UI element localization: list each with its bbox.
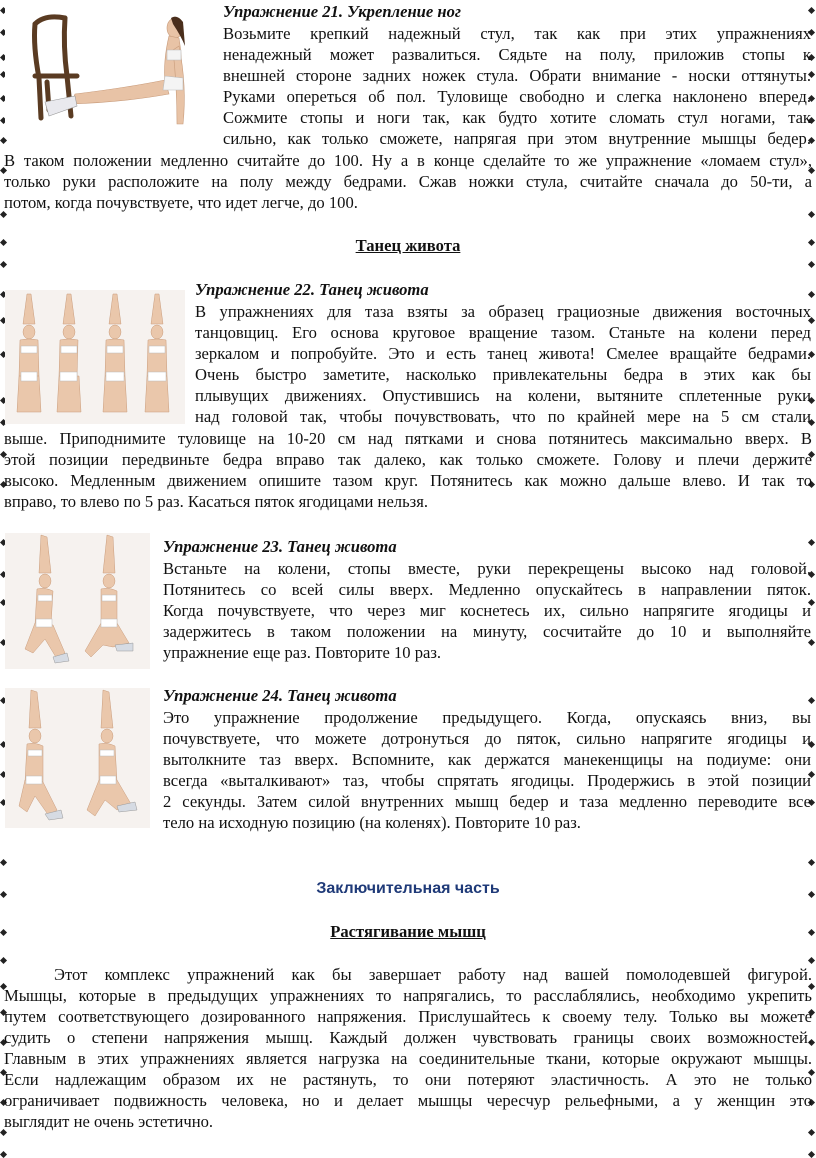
- exercise-21-photo: [5, 6, 195, 138]
- text-line: сильно, как только сможете, напрягая при этом внутренние мышцы бедер.: [223, 129, 811, 148]
- text-line: ненадежный может развалиться. Сядьте на полу, приложив стопы к: [223, 45, 811, 64]
- border-diamond-icon: [0, 137, 7, 144]
- text-line: танцовщиц. Его основа круговое вращение тазом. Станьте на колени перед: [195, 323, 811, 342]
- text-line: тело на исходную позицию (на коленях). Повторите 10 раз.: [163, 813, 581, 832]
- text-line: ограничивает подвижность человека, но и делает мышцы чересчур рельефными, а у женщин это: [4, 1091, 812, 1110]
- text-line: Встаньте на колени, стопы вместе, руки перекрещены высоко над головой.: [163, 559, 811, 578]
- text-line: Очень быстро заметите, насколько привлекательны бедра в этих как бы: [195, 365, 811, 384]
- exercise-23-title: Упражнение 23. Танец живота: [163, 537, 397, 556]
- text-line: Это упражнение продолжение предыдущего. Когда, опускаясь вниз, вы: [163, 708, 811, 727]
- border-diamond-icon: [808, 7, 815, 14]
- text-line: выглядит не очень эстетично.: [4, 1112, 214, 1131]
- border-diamond-icon: [0, 957, 7, 964]
- border-diamond-icon: [0, 1151, 7, 1158]
- border-diamond-icon: [808, 957, 815, 964]
- border-diamond-icon: [808, 697, 815, 704]
- text-line: только руки расположите на полу между бедрами. Сжав ножки стула, считайте сначала до 50-ти, а: [4, 172, 812, 191]
- text-line: Руками опереться об пол. Туловище свободно и слегка наклонено вперед.: [223, 87, 811, 106]
- border-diamond-icon: [0, 261, 7, 268]
- text-line: Если надлежащим образом их не растянуть, то они потеряют эластичность. А это не только: [4, 1070, 812, 1089]
- text-line: потом, когда почувствуете, что идет легче, до 100.: [4, 193, 358, 212]
- text-line: Мышцы, которые в предыдущих упражнениях то напрягались, то расслаблялись, необходимо укрепить: [4, 986, 812, 1005]
- exercise-22-title: Упражнение 22. Танец живота: [195, 280, 429, 299]
- text-line: этой позиции передвиньте бедра вправо так далеко, как только сможете. Голову и плечи держите: [4, 450, 812, 469]
- belly-dance-section-title: Танец живота: [355, 236, 461, 255]
- text-line: путем соответствующего дозированного напряжения. Прислушайтесь к своему телу. Только вы можете: [4, 1007, 812, 1026]
- text-line: Сожмите стопы и ноги так, как будто хотите сломать стул ногами, так: [223, 108, 811, 127]
- text-line: Возьмите крепкий надежный стул, так как при этих упражнениях: [223, 24, 811, 43]
- text-line: высоко. Медленным движением опишите тазом круг. Потянитесь как можно дальше влево. И так то: [4, 471, 812, 490]
- text-line: задержитесь в таком положении на минуту, сосчитайте до 10 и выполняйте: [163, 622, 811, 641]
- text-line: Главным в этих упражнениях является нагрузка на соединительные ткани, которые окружают мышцы.: [4, 1049, 812, 1068]
- exercise-24-title: Упражнение 24. Танец живота: [163, 686, 397, 705]
- text-line: вытолкните таз вверх. Вспомните, как держатся манекенщицы на подиуме: они: [163, 750, 811, 769]
- text-line: В упражнениях для таза взяты за образец грациозные движения восточных: [195, 302, 811, 321]
- exercise-23-photo: [5, 533, 150, 669]
- text-line: судить о степени напряжения мышц. Каждый должен чувствовать границы своих возможностей.: [4, 1028, 812, 1047]
- text-line: вправо, то влево по 5 раз. Касаться пяток ягодицами нельзя.: [4, 492, 428, 511]
- border-diamond-icon: [808, 539, 815, 546]
- text-line: над головой так, чтобы почувствовать, что по крайней мере на 5 см стали: [195, 407, 811, 426]
- stretching-title: Растягивание мышц: [330, 922, 486, 941]
- text-line: Когда почувствуете, что через миг коснетесь их, сильно напрягите ягодицы и: [163, 601, 811, 620]
- exercise-21-title: Упражнение 21. Укрепление ног: [223, 2, 462, 21]
- border-diamond-icon: [0, 859, 7, 866]
- text-line: всегда «выталкивают» таз, чтобы спрятать ягодицы. Продержись в этой позиции: [163, 771, 811, 790]
- text-line: 2 секунды. Затем силой внутренних мышц бедер и таза медленно переводите все: [163, 792, 811, 811]
- exercise-24-photo: [5, 688, 150, 828]
- text-line: выше. Приподнимите туловище на 10-20 см над пятками и снова потянитесь максимально вверх. В: [4, 429, 812, 448]
- border-diamond-icon: [808, 1151, 815, 1158]
- text-line: зеркалом и попробуйте. Это и есть танец живота! Смелее вращайте бедрами.: [195, 344, 811, 363]
- border-diamond-icon: [808, 859, 815, 866]
- text-line: В таком положении медленно считайте до 100. Ну а в конце сделайте то же упражнение «ломаем стул»,: [4, 151, 812, 170]
- border-diamond-icon: [808, 291, 815, 298]
- text-line: плывущих движениях. Опустившись на колени, вытяните сплетенные руки: [195, 386, 811, 405]
- exercise-22-photo: [5, 290, 185, 424]
- final-part-title: Заключительная часть: [316, 880, 500, 897]
- text-line: Потянитесь со всей силы вверх. Медленно опускайтесь в направлении пяток.: [163, 580, 811, 599]
- text-line: Этот комплекс упражнений как бы завершает работу над вашей помолодевшей фигурой.: [54, 965, 812, 984]
- text-line: внешней стороне задних ножек стула. Обрати внимание - носки оттянуты.: [223, 66, 811, 85]
- text-line: упражнение еще раз. Повторите 10 раз.: [163, 643, 442, 662]
- text-line: почувствуете, что можете дотронуться до пяток, сильно напрягите ягодицы и: [163, 729, 811, 748]
- border-diamond-icon: [808, 261, 815, 268]
